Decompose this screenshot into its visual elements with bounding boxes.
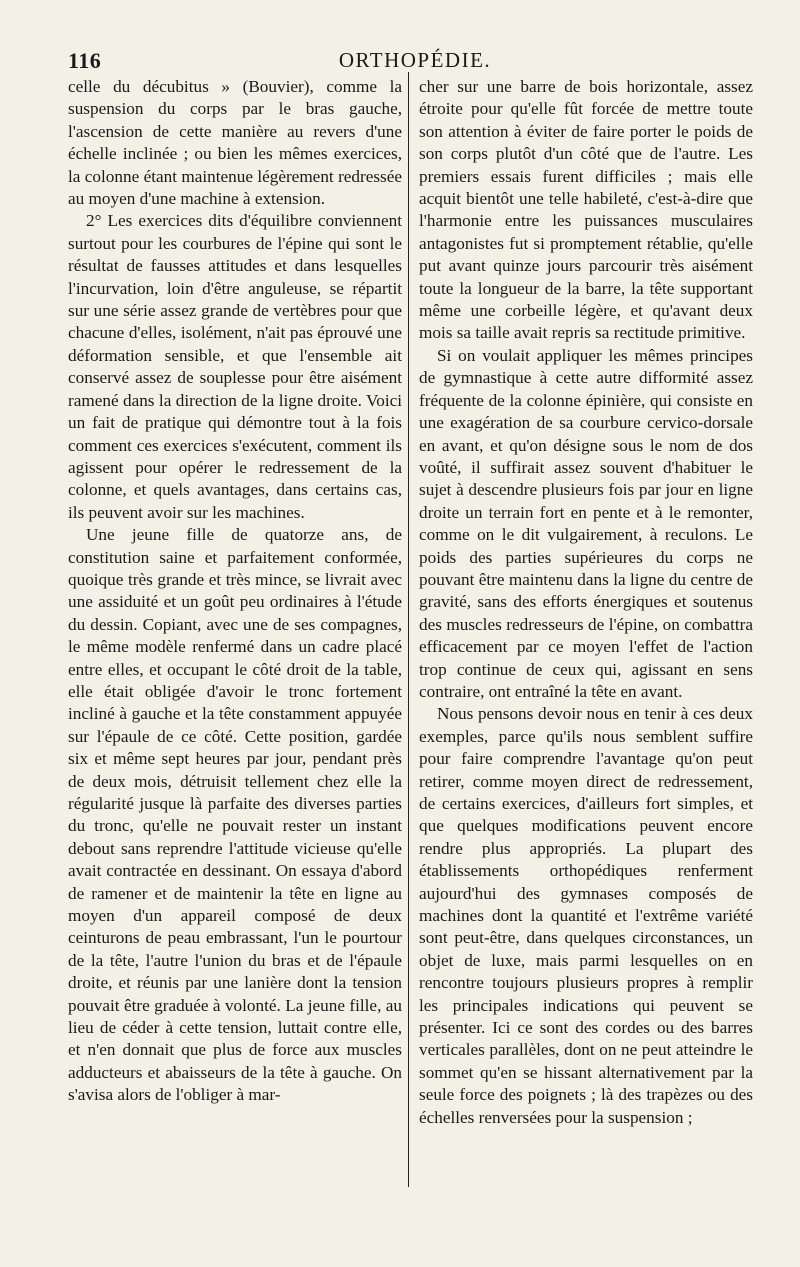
paragraph: 2° Les exercices dits d'équilibre conviennent surtout pour les courbures de l'épine qui sont le résultat de fausses attitudes et dans lesquelles l'incurvation, loin d'être anguleuse, se répartit sur une série assez grande de vertèbres pour que chacune d'elles, isolément, n'ait pas éprouvé une déformation sensible, et que l'ensemble ait conservé assez de souplesse pour être aisément ramené dans la direction de la ligne droite. Voici un fait de pratique qui démontre tout à la fois comment ces exercices s'exécutent, comment ils agissent pour opérer le redressement de la colonne, et quels avantages, dans certains cas, ils peuvent avoir sur les machines.	[68, 211, 402, 522]
paragraph: celle du décubitus » (Bouvier), comme la suspension du corps par le bras gauche, l'ascension de cette manière au revers d'une échelle inclinée ; ou bien les mêmes exercices, la colonne étant maintenue légèrement redressée au moyen d'une machine à extension.	[68, 77, 402, 209]
column-divider	[408, 72, 409, 1187]
paragraph: Une jeune fille de quatorze ans, de constitution saine et parfaitement conformée, quoique très grande et très mince, se livrait avec une assiduité et un goût peu ordinaires à l'étude du dessin. Copiant, avec une de ses compagnes, le même modèle renfermé dans un cadre placé entre elles, et occupant le côté droit de la table, elle était obligée d'avoir le tronc fortement incliné à gauche et la tête constamment appuyée sur l'épaule de ce côté. Cette position, gardée six et même sept heures par jour, pendant près de deux mois, détruisit tellement chez elle la régularité jusque là parfaite des diverses parties du tronc, qu'elle ne pouvait rester un instant debout sans reprendre l'attitude vicieuse qu'elle avait contractée en dessinant. On essaya d'abord de ramener et de maintenir la tête en ligne au moyen d'un appareil composé de deux ceinturons de peau embrassant, l'un le pourtour de la tête, l'autre l'union du bras et de l'épaule droite, et réunis par une lanière dont la tension pouvait être graduée à volonté. La jeune fille, au lieu de céder à cette tension, luttait contre elle, et n'en donnait que plus de force aux muscles adducteurs et abaisseurs de la tête à gauche. On s'avisa alors de l'obliger à mar-	[68, 525, 402, 1105]
paragraph: cher sur une barre de bois horizontale, assez étroite pour qu'elle fût forcée de mettre toute son attention à éviter de faire porter le poids de son corps plutôt d'un côté que de l'autre. Les premiers essais furent difficiles ; mais elle acquit bientôt une telle habileté, c'est-à-dire que l'harmonie entre les puissances musculaires antagonistes fut si promptement rétablie, qu'elle put avant quinze jours parcourir très aisément toute la longueur de la barre, la tête supportant même une corbeille légère, et qu'avant deux mois sa taille avait repris sa rectitude primitive.	[419, 77, 753, 343]
right-column	[419, 76, 753, 1196]
left-column	[68, 76, 402, 1196]
paragraph: Nous pensons devoir nous en tenir à ces deux exemples, parce qu'ils nous semblent suffire pour faire comprendre l'avantage qu'on peut retirer, comme moyen direct de redressement, de certains exercices, d'ailleurs fort simples, et que quelques modifications peuvent encore rendre plus appropriés. La plupart des établissements orthopédiques renferment aujourd'hui des gymnases composés de machines dont la quantité et l'extrême variété sont peut-être, dans quelques circonstances, un objet de luxe, mais parmi lesquelles on en rencontre toujours plusieurs propres à remplir les principales indications qui peuvent se présenter. Ici ce sont des cordes ou des barres verticales parallèles, dont on ne peut atteindre le sommet qu'en se hissant alternativement par la seule force des poignets ; là des trapèzes ou des échelles renversées pour la suspension ;	[419, 704, 753, 1127]
page-header	[68, 44, 762, 74]
paragraph: Si on voulait appliquer les mêmes principes de gymnastique à cette autre difformité assez fréquente de la colonne épinière, qui consiste en une exagération de sa courbure cervico-dorsale en avant, et qu'on désigne sous le nom de dos voûté, il suffirait assez souvent d'habituer le sujet à descendre plusieurs fois par jour en ligne droite un terrain fort en pente et à le remonter, comme on le dit vulgairement, à reculons. Le poids des parties supérieures du corps ne pouvant être maintenu dans la ligne du centre de gravité, sans des efforts énergiques et soutenus des muscles redresseurs de l'épine, on combattra efficacement par ce moyen l'effet de l'action trop continue de ceux qui, agissant en sens contraire, ont entraîné la tête en avant.	[419, 345, 753, 701]
running-title: ORTHOPÉDIE.	[338, 48, 492, 72]
page-number: 116	[68, 48, 102, 73]
